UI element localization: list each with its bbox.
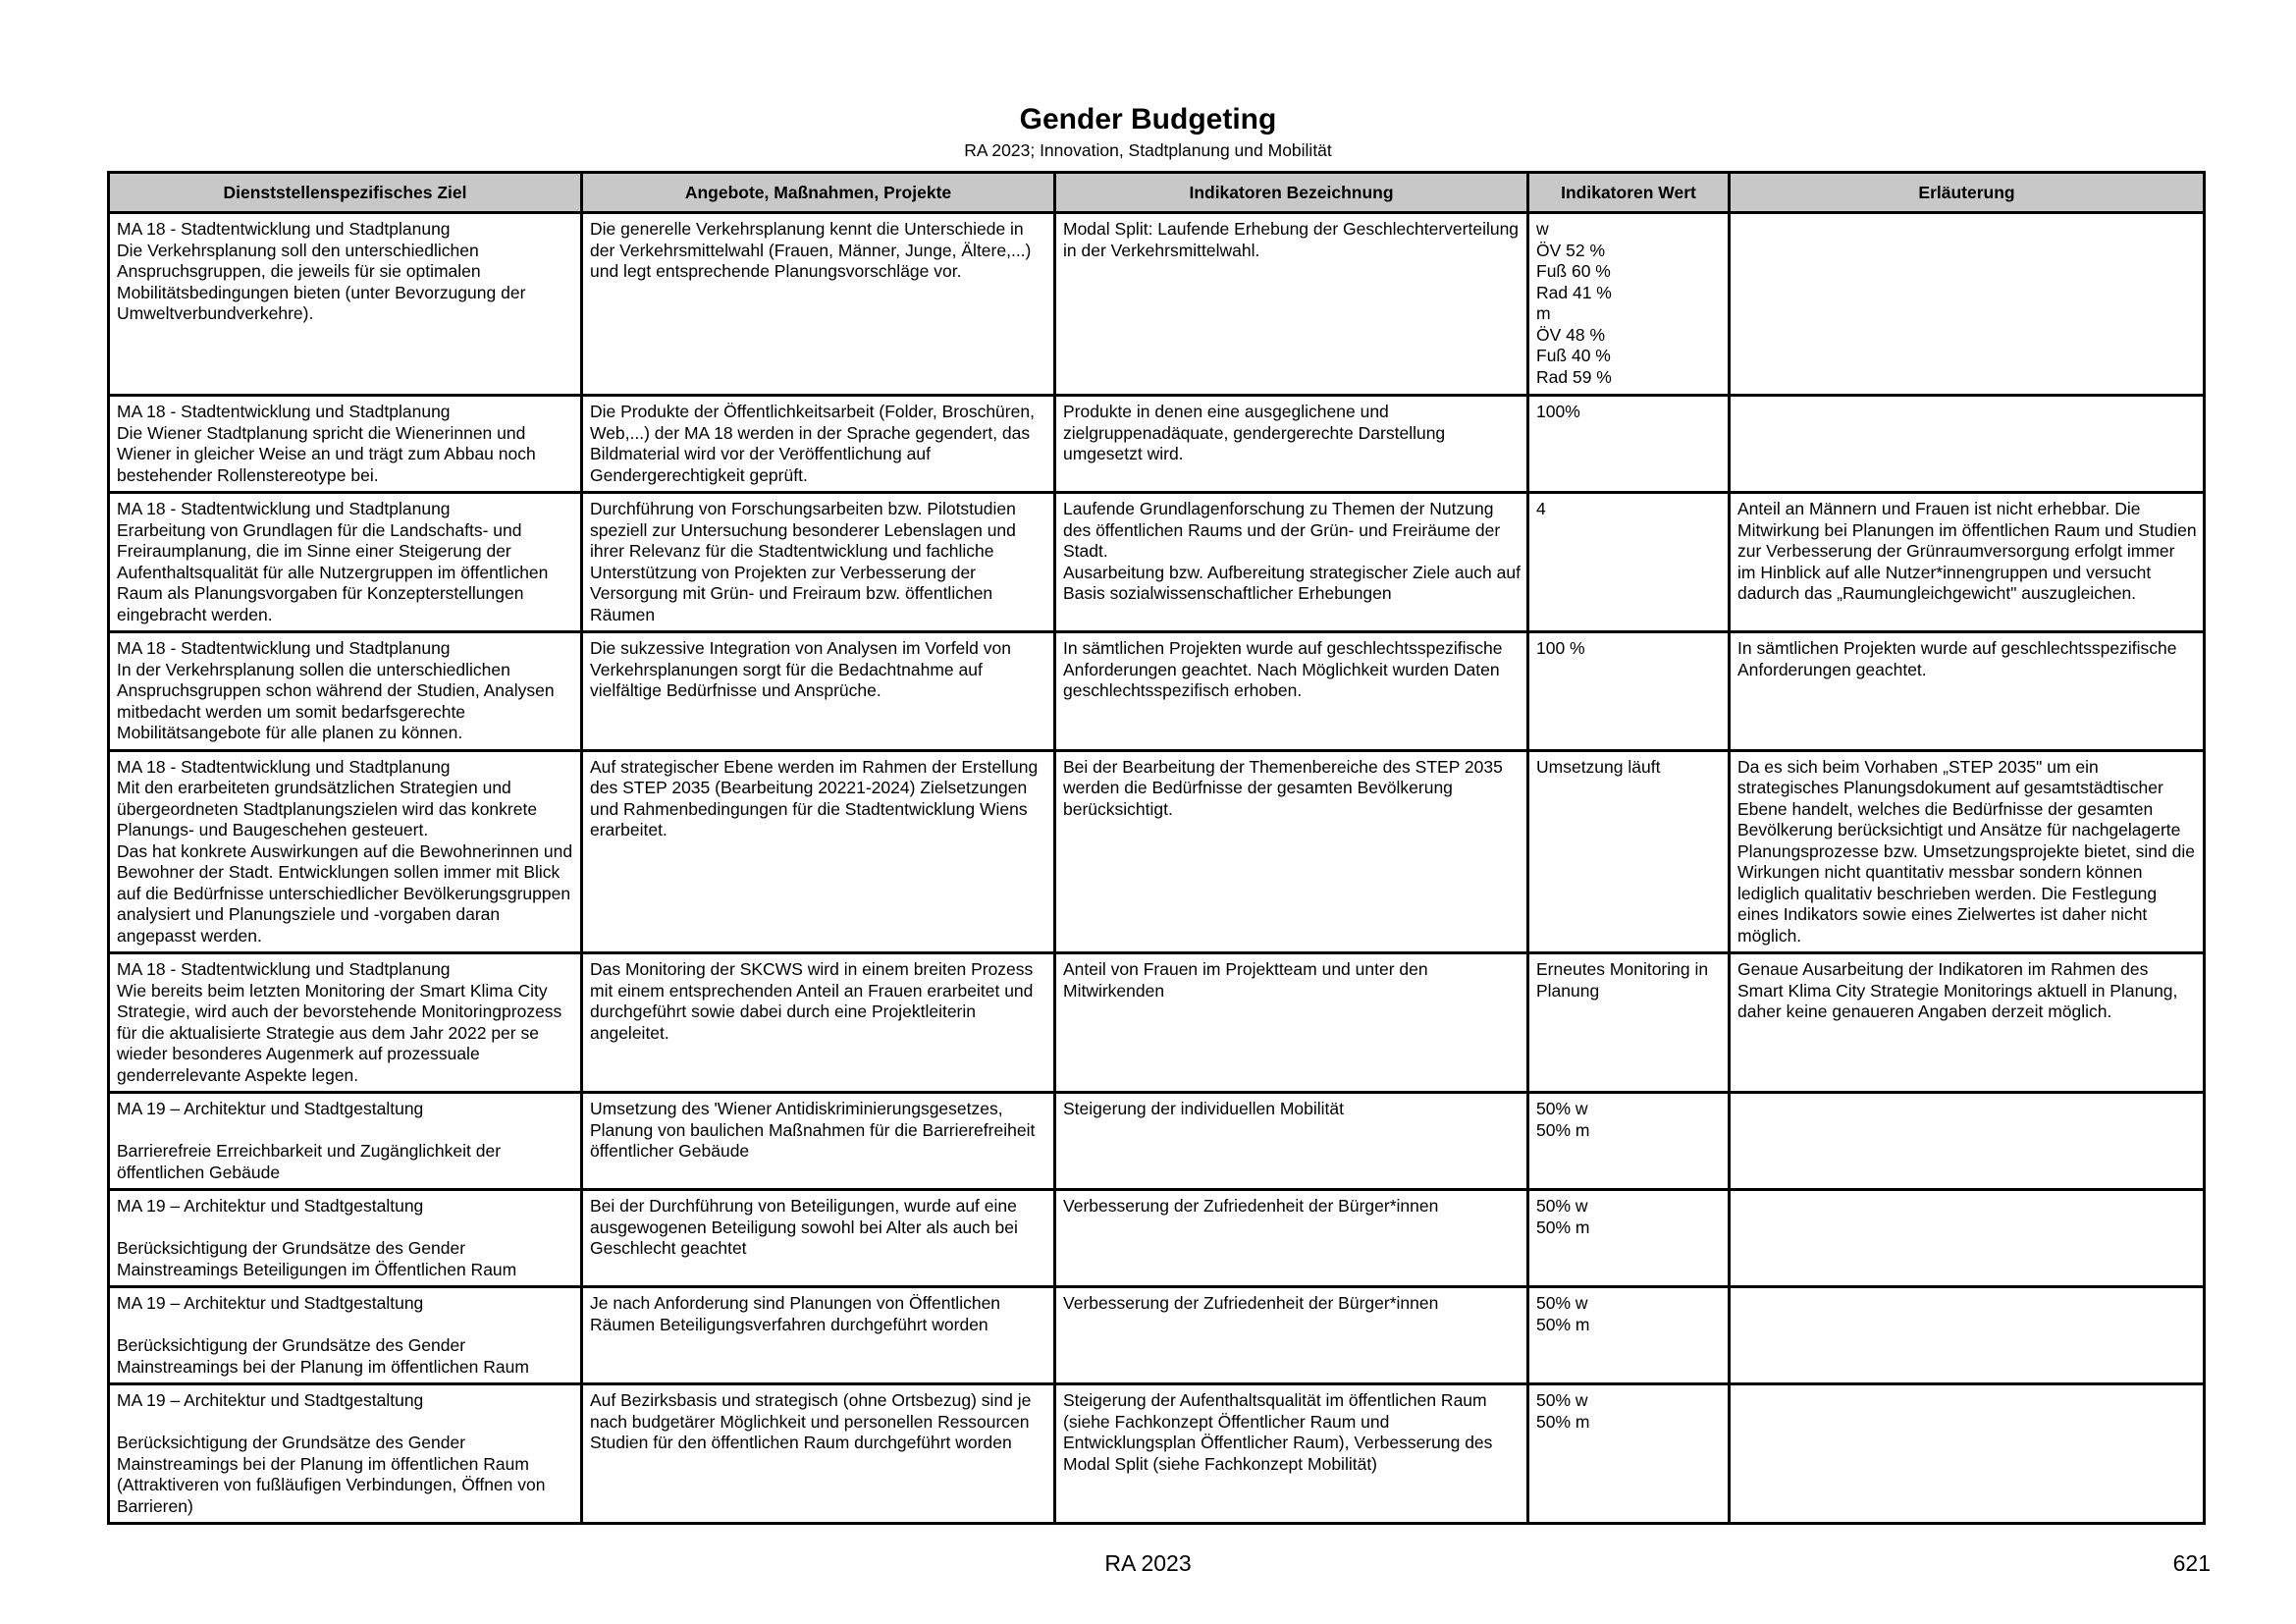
cell-indikator: Modal Split: Laufende Erhebung der Geschlechterverteilung in der Verkehrsmittelwahl. xyxy=(1055,213,1528,396)
table-row xyxy=(109,1190,2205,1287)
page-footer: RA 2023 xyxy=(1104,1550,1192,1576)
cell-indikator: Steigerung der individuellen Mobilität xyxy=(1055,1093,1528,1190)
cell-ziel: MA 18 - Stadtentwicklung und Stadtplanung Erarbeitung von Grundlagen für die Landschafts- und Freiraumplanung, die im Sinne einer Steigerung der Aufenthaltsqualität für alle Nutzergruppen im öffentlichen Raum als Planungsvorgaben für Konzepterstellungen eingebracht werden. xyxy=(109,493,582,632)
cell-ziel: MA 18 - Stadtentwicklung und Stadtplanung Die Wiener Stadtplanung spricht die Wienerinnen und Wiener in gleicher Weise an und trägt zum Abbau noch bestehender Rollenstereotype bei. xyxy=(109,396,582,493)
page-subtitle: RA 2023; Innovation, Stadtplanung und Mobilität xyxy=(964,140,1332,160)
table-row xyxy=(109,750,2205,953)
cell-wert: 4 xyxy=(1528,493,1730,632)
cell-indikator: Verbesserung der Zufriedenheit der Bürger*innen xyxy=(1055,1190,1528,1287)
cell-erlaeuterung xyxy=(1730,1093,2205,1190)
table-row xyxy=(109,953,2205,1093)
table-row xyxy=(109,396,2205,493)
cell-erlaeuterung: Genaue Ausarbeitung der Indikatoren im Rahmen des Smart Klima City Strategie Monitorings aktuell in Planung, daher keine genaueren Angaben derzeit möglich. xyxy=(1730,953,2205,1093)
page-number: 621 xyxy=(2172,1550,2211,1576)
cell-wert: 50% w 50% m xyxy=(1528,1384,1730,1524)
cell-ziel: MA 18 - Stadtentwicklung und Stadtplanung Wie bereits beim letzten Monitoring der Smart Klima City Strategie, wird auch der bevorstehende Monitoringprozess für die aktualisierte Strategie aus dem Jahr 2022 per se wieder besonderes Augenmerk auf prozessuale genderrelevante Aspekte legen. xyxy=(109,953,582,1093)
table-row xyxy=(109,632,2205,751)
cell-massnahmen: Auf strategischer Ebene werden im Rahmen der Erstellung des STEP 2035 (Bearbeitung 20221-2024) Zielsetzungen und Rahmenbedingungen für die Stadtentwicklung Wiens erarbeitet. xyxy=(582,750,1055,953)
cell-massnahmen: Die generelle Verkehrsplanung kennt die Unterschiede in der Verkehrsmittelwahl (Frauen, Männer, Junge, Ältere,...) und legt entsprechende Planungsvorschläge vor. xyxy=(582,213,1055,396)
cell-erlaeuterung: Da es sich beim Vorhaben „STEP 2035" um ein strategisches Planungsdokument auf gesamtstädtischer Ebene handelt, welches die Bedürfnisse der gesamten Bevölkerung berücksichtigt und Ansätze für nachgelagerte Planungsprozesse bzw. Umsetzungsprojekte bietet, sind die Wirkungen nicht quantitativ messbar sondern können lediglich qualitativ beschrieben werden. Die Festlegung eines Indikators sowie eines Zielwertes ist daher nicht möglich. xyxy=(1730,750,2205,953)
cell-massnahmen: Die sukzessive Integration von Analysen im Vorfeld von Verkehrsplanungen sorgt für die Bedachtnahme auf vielfältige Bedürfnisse und Ansprüche. xyxy=(582,632,1055,751)
header-erlaeuterung: Erläuterung xyxy=(1730,173,2205,213)
cell-massnahmen: Das Monitoring der SKCWS wird in einem breiten Prozess mit einem entsprechenden Anteil an Frauen erarbeitet und durchgeführt sowie dabei durch eine Projektleiterin angeleitet. xyxy=(582,953,1055,1093)
cell-wert: 50% w 50% m xyxy=(1528,1190,1730,1287)
cell-erlaeuterung: In sämtlichen Projekten wurde auf geschlechtsspezifische Anforderungen geachtet. xyxy=(1730,632,2205,751)
cell-wert: 50% w 50% m xyxy=(1528,1287,1730,1384)
cell-erlaeuterung xyxy=(1730,213,2205,396)
page-title: Gender Budgeting xyxy=(1019,103,1277,135)
cell-ziel: MA 19 – Architektur und Stadtgestaltung Berücksichtigung der Grundsätze des Gender Mainstreamings bei der Planung im öffentlichen Raum xyxy=(109,1287,582,1384)
cell-ziel: MA 19 – Architektur und Stadtgestaltung Berücksichtigung der Grundsätze des Gender Mainstreamings bei der Planung im öffentlichen Raum (Attraktiveren von fußläufigen Verbindungen, Öffnen von Barrieren) xyxy=(109,1384,582,1524)
cell-erlaeuterung xyxy=(1730,1287,2205,1384)
table-row xyxy=(109,1287,2205,1384)
cell-wert: w ÖV 52 % Fuß 60 % Rad 41 % m ÖV 48 % Fuß 40 % Rad 59 % xyxy=(1528,213,1730,396)
cell-massnahmen: Die Produkte der Öffentlichkeitsarbeit (Folder, Broschüren, Web,...) der MA 18 werden in der Sprache gegendert, das Bildmaterial wird vor der Veröffentlichung auf Gendergerechtigkeit geprüft. xyxy=(582,396,1055,493)
cell-indikator: Produkte in denen eine ausgeglichene und zielgruppenadäquate, gendergerechte Darstellung umgesetzt wird. xyxy=(1055,396,1528,493)
cell-wert: 100 % xyxy=(1528,632,1730,751)
cell-ziel: MA 18 - Stadtentwicklung und Stadtplanung In der Verkehrsplanung sollen die unterschiedlichen Anspruchsgruppen schon während der Studien, Analysen mitbedacht werden um somit bedarfsgerechte Mobilitätsangebote für alle planen zu können. xyxy=(109,632,582,751)
cell-erlaeuterung xyxy=(1730,396,2205,493)
table-row xyxy=(109,1384,2205,1524)
gender-budgeting-table xyxy=(107,171,2206,1525)
cell-wert: 50% w 50% m xyxy=(1528,1093,1730,1190)
cell-ziel: MA 18 - Stadtentwicklung und Stadtplanung Mit den erarbeiteten grundsätzlichen Strategien und übergeordneten Stadtplanungszielen wird das konkrete Planungs- und Baugeschehen gesteuert. Das hat konkrete Auswirkungen auf die Bewohnerinnen und Bewohner der Stadt. Entwicklungen sollen immer mit Blick auf die Bedürfnisse unterschiedlicher Bevölkerungsgruppen analysiert und Planungsziele und -vorgaben daran angepasst werden. xyxy=(109,750,582,953)
cell-ziel: MA 18 - Stadtentwicklung und Stadtplanung Die Verkehrsplanung soll den unterschiedlichen Anspruchsgruppen, die jeweils für sie optimalen Mobilitätsbedingungen bieten (unter Bevorzugung der Umweltverbundverkehre). xyxy=(109,213,582,396)
cell-indikator: Steigerung der Aufenthaltsqualität im öffentlichen Raum (siehe Fachkonzept Öffentlicher Raum und Entwicklungsplan Öffentlicher Raum), Verbesserung des Modal Split (siehe Fachkonzept Mobilität) xyxy=(1055,1384,1528,1524)
cell-massnahmen: Durchführung von Forschungsarbeiten bzw. Pilotstudien speziell zur Untersuchung besonderer Lebenslagen und ihrer Relevanz für die Stadtentwicklung und fachliche Unterstützung von Projekten zur Verbesserung der Versorgung mit Grün- und Freiraum bzw. öffentlichen Räumen xyxy=(582,493,1055,632)
cell-indikator: Verbesserung der Zufriedenheit der Bürger*innen xyxy=(1055,1287,1528,1384)
table-row xyxy=(109,493,2205,632)
cell-indikator: In sämtlichen Projekten wurde auf geschlechtsspezifische Anforderungen geachtet. Nach Möglichkeit wurden Daten geschlechtsspezifisch erhoben. xyxy=(1055,632,1528,751)
cell-indikator: Laufende Grundlagenforschung zu Themen der Nutzung des öffentlichen Raums und der Grün- und Freiräume der Stadt. Ausarbeitung bzw. Aufbereitung strategischer Ziele auch auf Basis sozialwissenschaftlicher Erhebungen xyxy=(1055,493,1528,632)
cell-indikator: Anteil von Frauen im Projektteam und unter den Mitwirkenden xyxy=(1055,953,1528,1093)
cell-ziel: MA 19 – Architektur und Stadtgestaltung Barrierefreie Erreichbarkeit und Zugänglichkeit der öffentlichen Gebäude xyxy=(109,1093,582,1190)
cell-massnahmen: Je nach Anforderung sind Planungen von Öffentlichen Räumen Beteiligungsverfahren durchgeführt worden xyxy=(582,1287,1055,1384)
cell-massnahmen: Umsetzung des 'Wiener Antidiskriminierungsgesetzes, Planung von baulichen Maßnahmen für die Barrierefreiheit öffentlicher Gebäude xyxy=(582,1093,1055,1190)
cell-massnahmen: Bei der Durchführung von Beteiligungen, wurde auf eine ausgewogenen Beteiligung sowohl bei Alter als auch bei Geschlecht geachtet xyxy=(582,1190,1055,1287)
cell-massnahmen: Auf Bezirksbasis und strategisch (ohne Ortsbezug) sind je nach budgetärer Möglichkeit und personellen Ressourcen Studien für den öffentlichen Raum durchgeführt worden xyxy=(582,1384,1055,1524)
cell-erlaeuterung xyxy=(1730,1190,2205,1287)
header-indikator-wert: Indikatoren Wert xyxy=(1528,173,1730,213)
cell-ziel: MA 19 – Architektur und Stadtgestaltung Berücksichtigung der Grundsätze des Gender Mainstreamings Beteiligungen im Öffentlichen Raum xyxy=(109,1190,582,1287)
cell-erlaeuterung xyxy=(1730,1384,2205,1524)
cell-wert: Umsetzung läuft xyxy=(1528,750,1730,953)
table-row xyxy=(109,1093,2205,1190)
header-indikator-bezeichnung: Indikatoren Bezeichnung xyxy=(1055,173,1528,213)
cell-indikator: Bei der Bearbeitung der Themenbereiche des STEP 2035 werden die Bedürfnisse der gesamten Bevölkerung berücksichtigt. xyxy=(1055,750,1528,953)
cell-wert: 100% xyxy=(1528,396,1730,493)
header-massnahmen: Angebote, Maßnahmen, Projekte xyxy=(582,173,1055,213)
table-header-row xyxy=(109,173,2205,213)
cell-wert: Erneutes Monitoring in Planung xyxy=(1528,953,1730,1093)
table-row xyxy=(109,213,2205,396)
cell-erlaeuterung: Anteil an Männern und Frauen ist nicht erhebbar. Die Mitwirkung bei Planungen im öffentlichen Raum und Studien zur Verbesserung der Grünraumversorgung erfolgt immer im Hinblick auf alle Nutzer*innengruppen und versucht dadurch das „Raumungleichgewicht" auszugleichen. xyxy=(1730,493,2205,632)
header-ziel: Dienststellenspezifisches Ziel xyxy=(109,173,582,213)
